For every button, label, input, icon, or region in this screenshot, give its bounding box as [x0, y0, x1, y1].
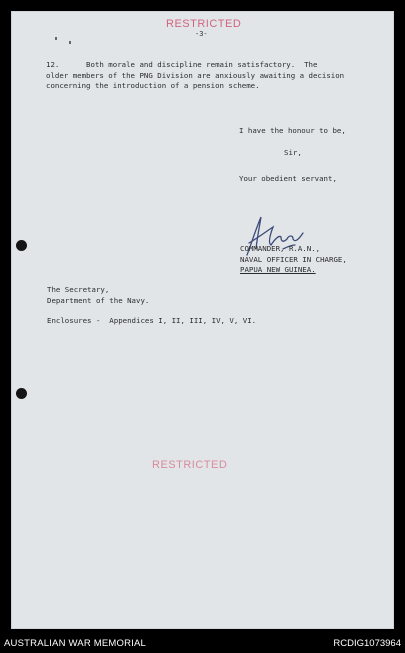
paragraph-line: concerning the introduction of a pension scheme.	[46, 81, 260, 90]
document-page	[11, 11, 394, 629]
paragraph-12	[46, 60, 344, 92]
recipient-block	[47, 285, 149, 306]
signature-location: PAPUA NEW GUINEA.	[240, 265, 316, 274]
punch-hole	[16, 388, 27, 399]
signature-block	[240, 244, 347, 276]
recipient-line: The Secretary,	[47, 285, 110, 294]
enclosures-line: Enclosures - Appendices I, II, III, IV, V, VI.	[47, 316, 257, 325]
recipient-line: Department of the Navy.	[47, 295, 150, 305]
closing-servant: Your obedient servant,	[239, 174, 337, 183]
paragraph-line: older members of the PNG Division are anxiously awaiting a decision	[46, 70, 345, 80]
paper-mark	[69, 41, 71, 44]
paragraph-line: 12. Both morale and discipline remain satisfactory. The	[46, 60, 318, 69]
closing-salutation: Sir,	[284, 148, 302, 157]
page-number: -3-	[195, 30, 208, 38]
signature-title: NAVAL OFFICER IN CHARGE,	[240, 254, 347, 264]
restricted-stamp-top: RESTRICTED	[166, 18, 242, 30]
paper-mark	[55, 37, 57, 40]
catalogue-id: RCDIG1073964	[333, 638, 401, 649]
archive-footer	[0, 636, 405, 653]
punch-hole	[16, 240, 27, 251]
closing-honour: I have the honour to be,	[239, 126, 346, 135]
signature-rank: COMMANDER, R.A.N.,	[240, 244, 321, 253]
institution-name: AUSTRALIAN WAR MEMORIAL	[4, 638, 147, 649]
restricted-stamp-bottom: RESTRICTED	[152, 459, 228, 471]
